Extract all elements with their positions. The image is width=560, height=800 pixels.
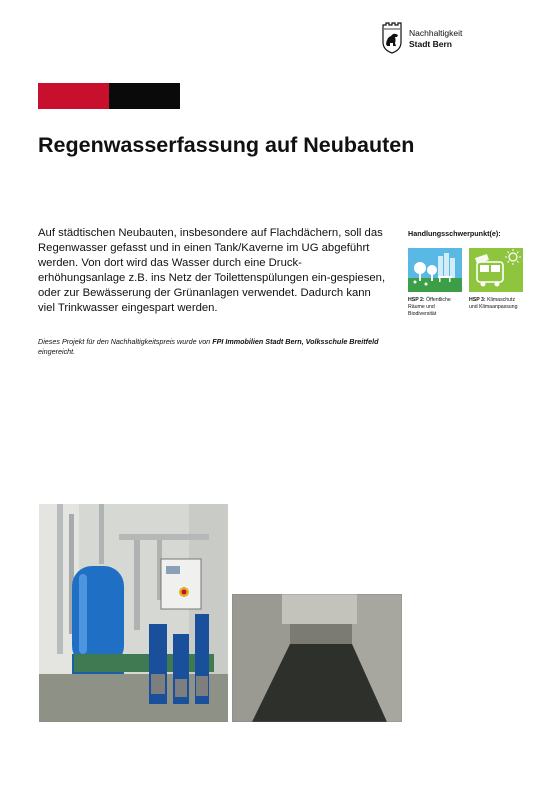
org-name-line1: Nachhaltigkeit — [409, 28, 463, 38]
solar-bus-icon — [469, 248, 523, 292]
credit-submitters: FPI Immobilien Stadt Bern, Volksschule Breitfeld — [212, 337, 379, 346]
rainwater-tank-photo — [232, 594, 402, 722]
hsp2-tile — [408, 248, 462, 292]
hsp3-caption — [469, 297, 525, 311]
bern-bear-crest-icon — [381, 22, 403, 54]
park-trees-bench-icon — [408, 248, 462, 292]
stadt-bern-logo — [381, 22, 501, 56]
hsp3-tile — [469, 248, 523, 292]
org-name-line2: Stadt Bern — [409, 39, 452, 49]
focus-heading: Handlungsschwerpunkt(e): — [408, 229, 501, 238]
accent-bar-red — [38, 83, 109, 109]
project-description: Auf städtischen Neubauten, insbesondere auf Flachdächern, soll das Regenwasser gefasst und in einen Tank/Kaverne im UG abgeführt werden. Von dort wird das Wasser durch eine Druck-erhöhungsanlage z.B. ins Netz der Toilettenspülungen ein-gespiesen, oder zur Bewässerung der Grünanlagen verwendet. Dadurch kann viel Trinkwasser eingespart werden. — [38, 227, 386, 314]
submission-credit — [38, 337, 388, 357]
pump-system-photo — [39, 504, 228, 722]
hsp2-caption — [408, 297, 464, 318]
accent-bar-black — [109, 83, 180, 109]
page-title: Regenwasserfassung auf Neubauten — [38, 133, 415, 157]
credit-prefix: Dieses Projekt für den Nachhaltigkeitspreis wurde von — [38, 337, 213, 346]
hsp3-code: HSP 3: — [469, 297, 486, 303]
hsp3-label: Klimaschutz und Klimaanpassung — [469, 297, 518, 310]
hsp2-label: Öffentliche Räume und Biodiversität — [408, 297, 451, 317]
credit-suffix: eingereicht. — [38, 347, 76, 356]
hsp2-code: HSP 2: — [408, 297, 425, 303]
